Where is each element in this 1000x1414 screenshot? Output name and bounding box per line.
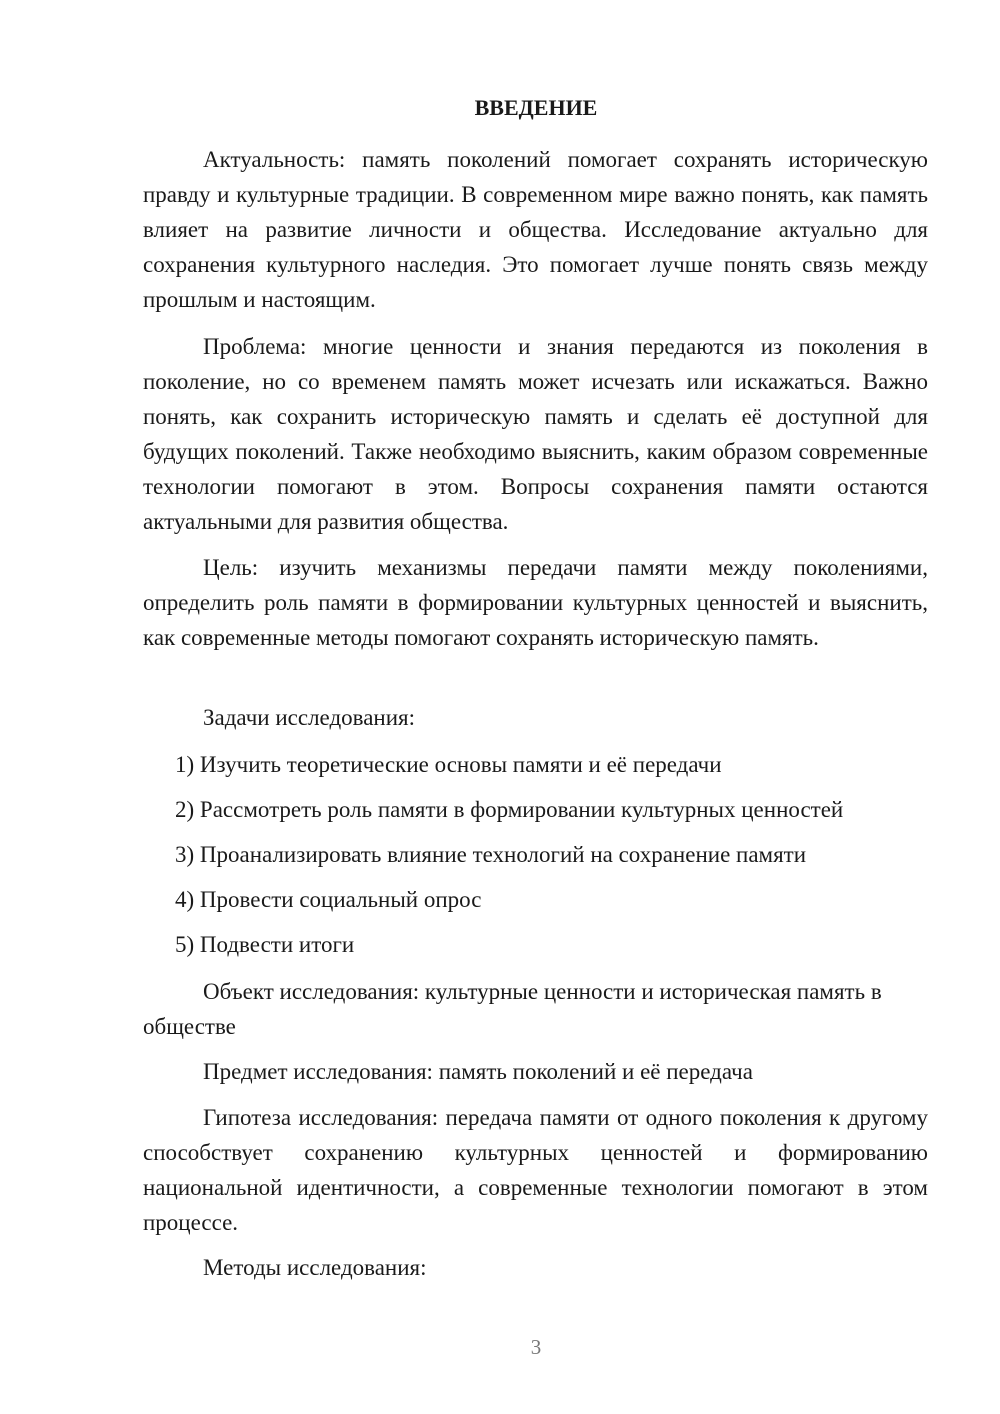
subject-paragraph: Предмет исследования: память поколений и её передача — [203, 1059, 753, 1084]
task-item: 4) Провести социальный опрос — [175, 887, 482, 912]
goal-paragraph: Цель: изучить механизмы передачи памяти между поколениями, определить роль памяти в формировании культурных ценностей и выяснить, как современные методы помогают сохранять историческую память. — [143, 555, 928, 650]
task-item: 1) Изучить теоретические основы памяти и её передачи — [175, 752, 722, 777]
task-item: 2) Рассмотреть роль памяти в формировании культурных ценностей — [175, 797, 844, 822]
tasks-heading: Задачи исследования: — [203, 705, 416, 730]
relevance-paragraph: Актуальность: память поколений помогает сохранять историческую правду и культурные традиции. В современном мире важно понять, как память влияет на развитие личности и общества. Исследование актуально для сохранения культурного наследия. Это помогает лучше понять связь между прошлым и настоящим. — [143, 147, 928, 312]
problem-paragraph: Проблема: многие ценности и знания передаются из поколения в поколение, но со временем память может исчезать или искажаться. Важно понять, как сохранить историческую память и сделать её доступной для будущих поколений. Также необходимо выяснить, каким образом современные технологии помогают в этом. Вопросы сохранения памяти остаются актуальными для развития общества. — [143, 334, 928, 534]
section-title: ВВЕДЕНИЕ — [474, 95, 598, 120]
task-item: 3) Проанализировать влияние технологий на сохранение памяти — [175, 842, 807, 867]
object-paragraph: Объект исследования: культурные ценности и историческая память в обществе — [143, 979, 882, 1039]
methods-heading: Методы исследования: — [203, 1255, 427, 1280]
task-item: 5) Подвести итоги — [175, 932, 355, 957]
hypothesis-paragraph: Гипотеза исследования: передача памяти от одного поколения к другому способствует сохранению культурных ценностей и формированию национальной идентичности, а современные технологии помогают в этом процессе. — [143, 1105, 928, 1235]
page-number: 3 — [530, 1335, 542, 1359]
